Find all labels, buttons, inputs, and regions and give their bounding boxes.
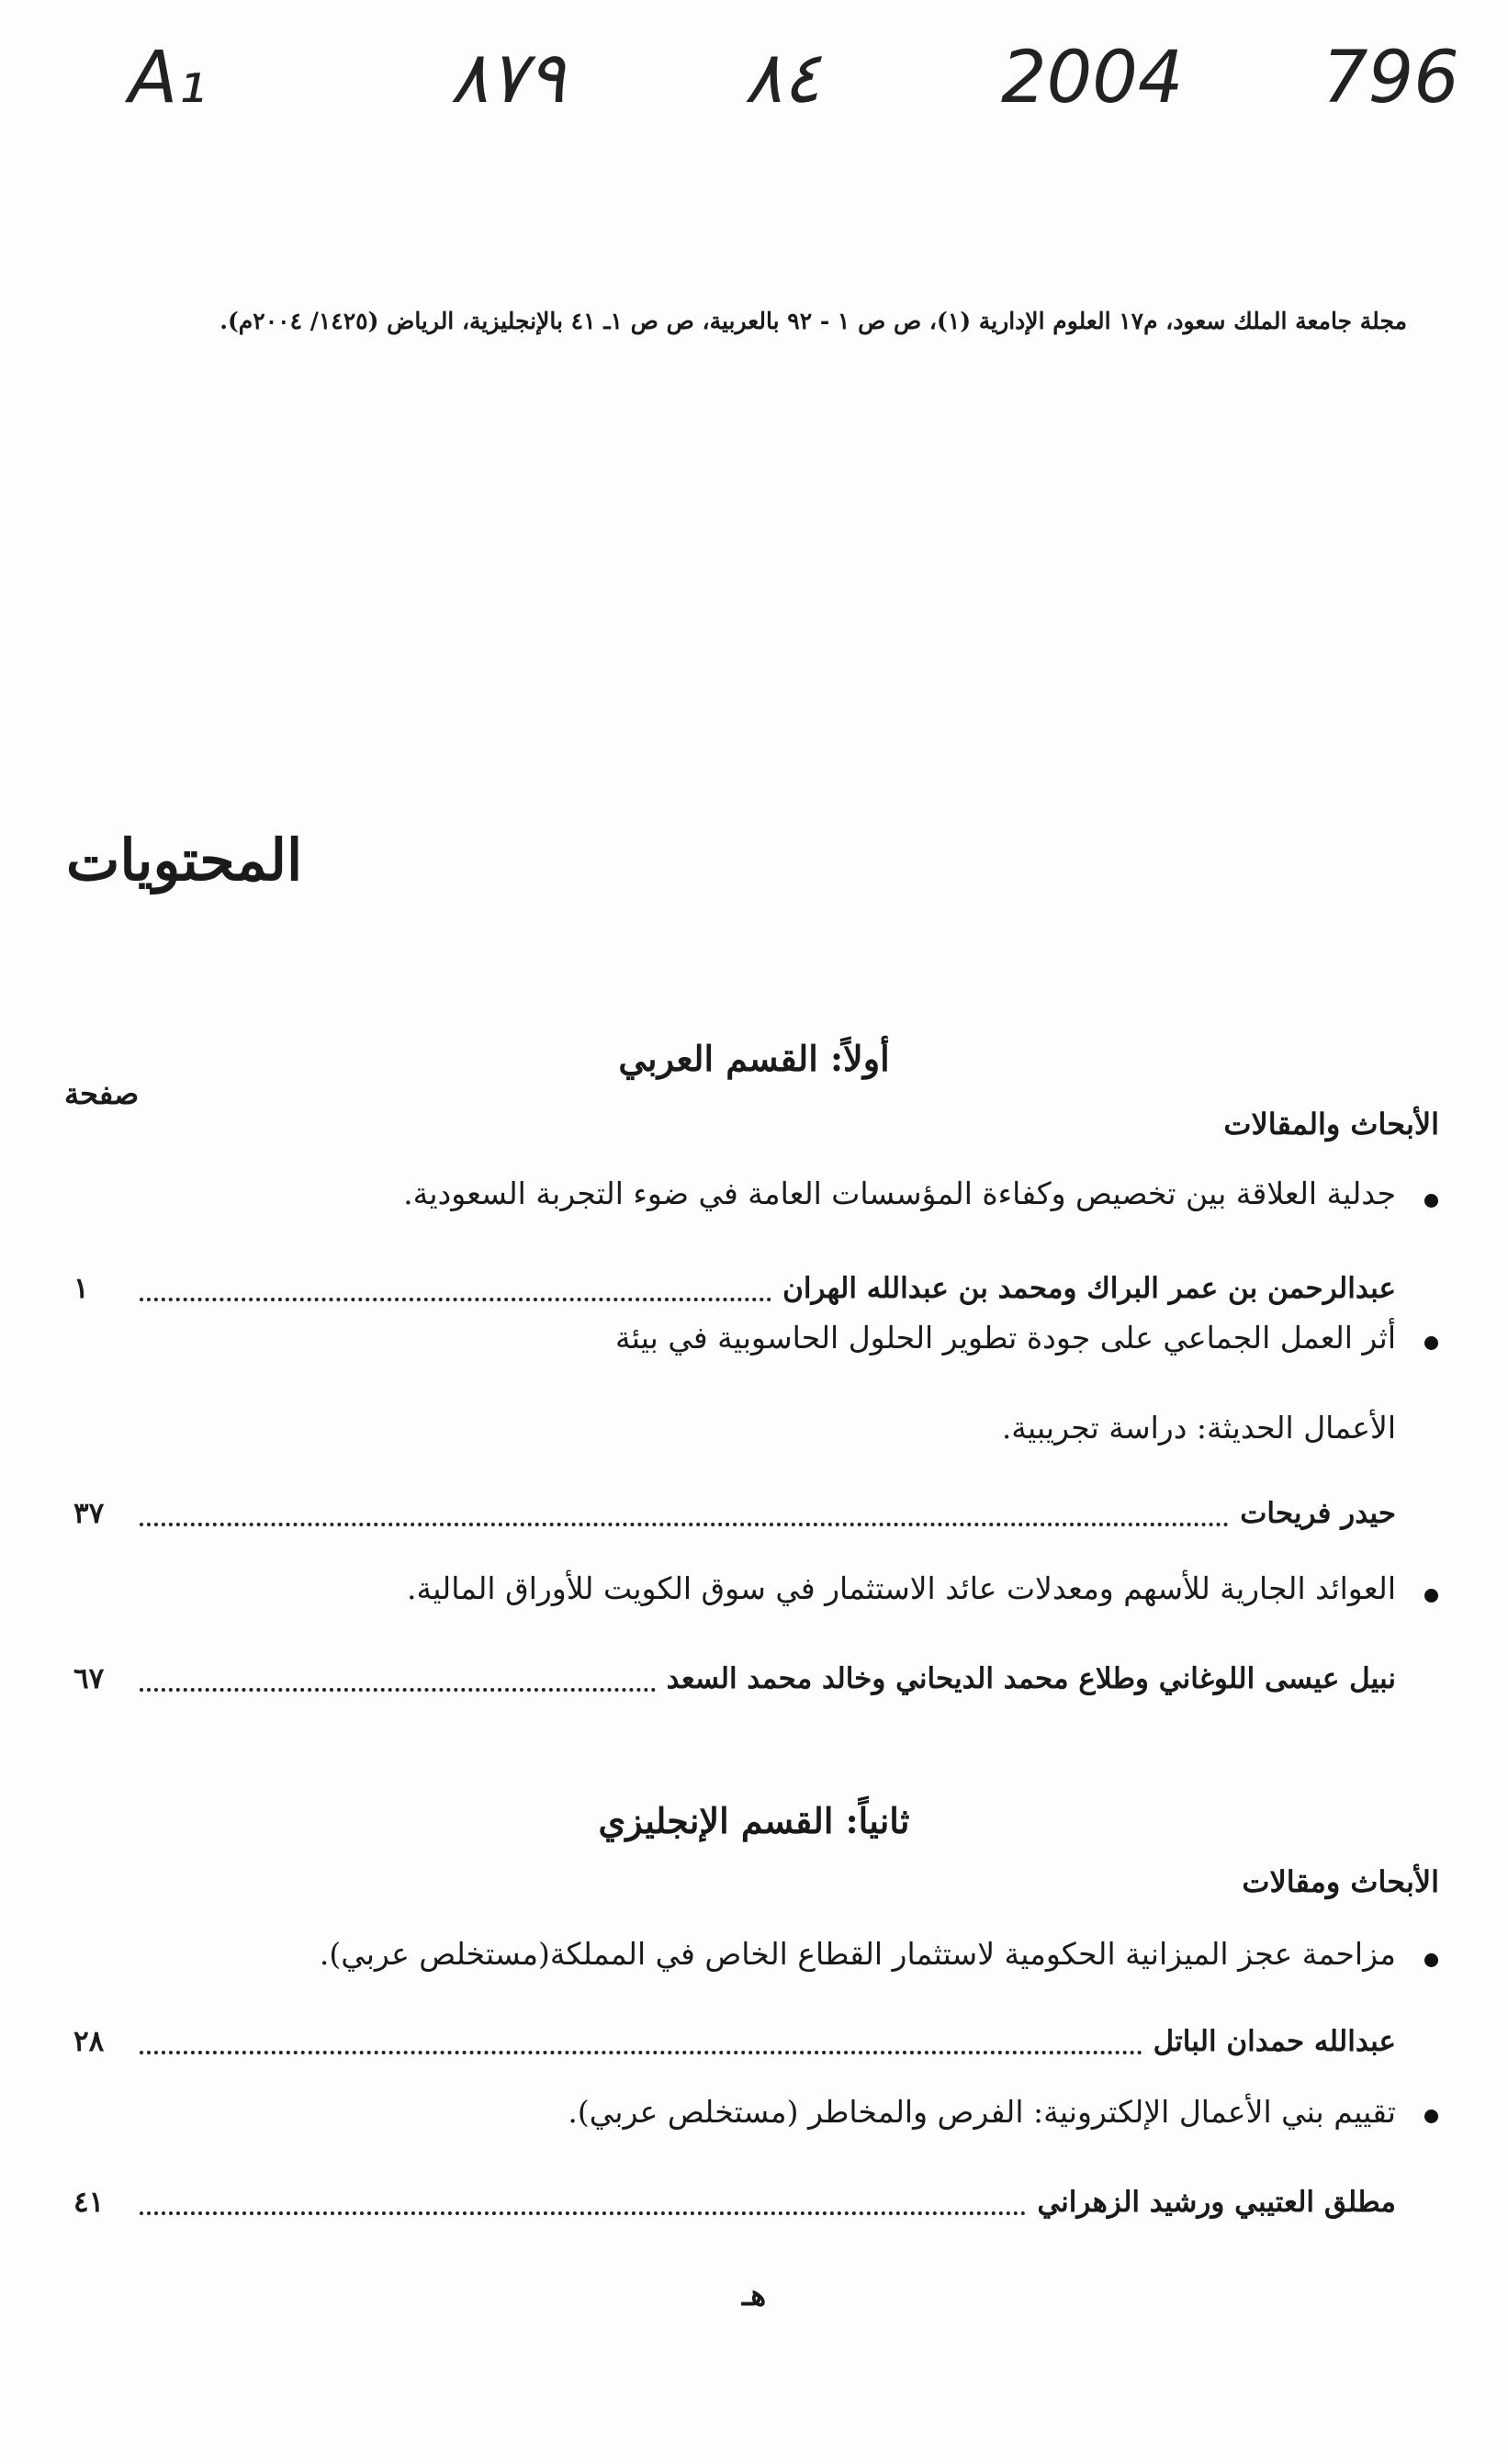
arabic-section-subheading: الأبحاث والمقالات — [1223, 1107, 1439, 1142]
entry-authors: مطلق العتيبي ورشيد الزهراني — [1037, 2186, 1396, 2219]
handwritten-year: 2004 — [1001, 37, 1184, 119]
entry-authors: عبدالرحمن بن عمر البراك ومحمد بن عبدالله الهران — [782, 1272, 1396, 1305]
entry-page-number: ٢٨ — [73, 2025, 105, 2058]
arabic-section-title: أولاً: القسم العربي — [618, 1038, 890, 1079]
entry-page-number: ١ — [73, 1272, 89, 1305]
toc-author-row — [73, 1272, 1396, 1316]
entry-page-number: ٤١ — [73, 2186, 105, 2219]
entry-title: تقييم بني الأعمال الإلكترونية: الفرص والمخاطر (مستخلص عربي). — [568, 2094, 1396, 2130]
handwritten-mark-middle: ٨٧٩ — [450, 37, 566, 119]
handwritten-mark-left: A₁ — [129, 37, 207, 119]
bullet-icon — [1424, 1194, 1438, 1208]
dot-leader — [140, 2051, 1142, 2054]
entry-title: العوائد الجارية للأسهم ومعدلات عائد الاستثمار في سوق الكويت للأوراق المالية. — [407, 1570, 1396, 1606]
toc-author-row — [73, 2025, 1396, 2069]
bullet-icon — [1424, 1953, 1438, 1967]
entry-page-number: ٣٧ — [73, 1497, 105, 1530]
dot-leader — [140, 1523, 1229, 1526]
dot-leader — [140, 1298, 771, 1301]
bullet-icon — [1424, 1336, 1438, 1350]
entry-title: مزاحمة عجز الميزانية الحكومية لاستثمار القطاع الخاص في المملكة(مستخلص عربي). — [319, 1936, 1396, 1972]
bullet-icon — [1424, 1589, 1438, 1603]
entry-authors: حيدر فريحات — [1240, 1497, 1396, 1530]
entry-authors: عبدالله حمدان الباتل — [1153, 2025, 1396, 2058]
contents-title: المحتويات — [66, 827, 303, 894]
handwritten-mark-arabic-ref: ٨٤ — [744, 37, 821, 119]
entry-page-number: ٦٧ — [73, 1662, 105, 1695]
english-section-title: ثانياً: القسم الإنجليزي — [598, 1800, 910, 1841]
entry-authors: نبيل عيسى اللوغاني وطلاع محمد الديحاني وخالد محمد السعد — [666, 1662, 1396, 1695]
toc-author-row — [73, 1497, 1396, 1541]
entry-title-continued: الأعمال الحديثة: دراسة تجريبية. — [1001, 1410, 1396, 1446]
toc-author-row — [73, 2186, 1396, 2230]
english-section-subheading: الأبحاث ومقالات — [1242, 1864, 1439, 1899]
journal-citation: مجلة جامعة الملك سعود، م١٧ العلوم الإدارية (١)، ص ص ١ - ٩٢ بالعربية، ص ص ١ـ ٤١ بالإنجليزية، الرياض (١٤٢٥/ ٢٠٠٤م). — [219, 308, 1407, 334]
dot-leader — [140, 2211, 1026, 2215]
toc-author-row — [73, 1662, 1396, 1706]
page-marker: هـ — [741, 2278, 767, 2312]
entry-title: جدلية العلاقة بين تخصيص وكفاءة المؤسسات العامة في ضوء التجربة السعودية. — [403, 1176, 1396, 1211]
page-column-label: صفحة — [64, 1076, 140, 1111]
entry-title: أثر العمل الجماعي على جودة تطوير الحلول الحاسوبية في بيئة — [615, 1320, 1396, 1356]
handwritten-number: 796 — [1322, 37, 1459, 119]
dot-leader — [140, 1688, 656, 1692]
bullet-icon — [1424, 2110, 1438, 2123]
